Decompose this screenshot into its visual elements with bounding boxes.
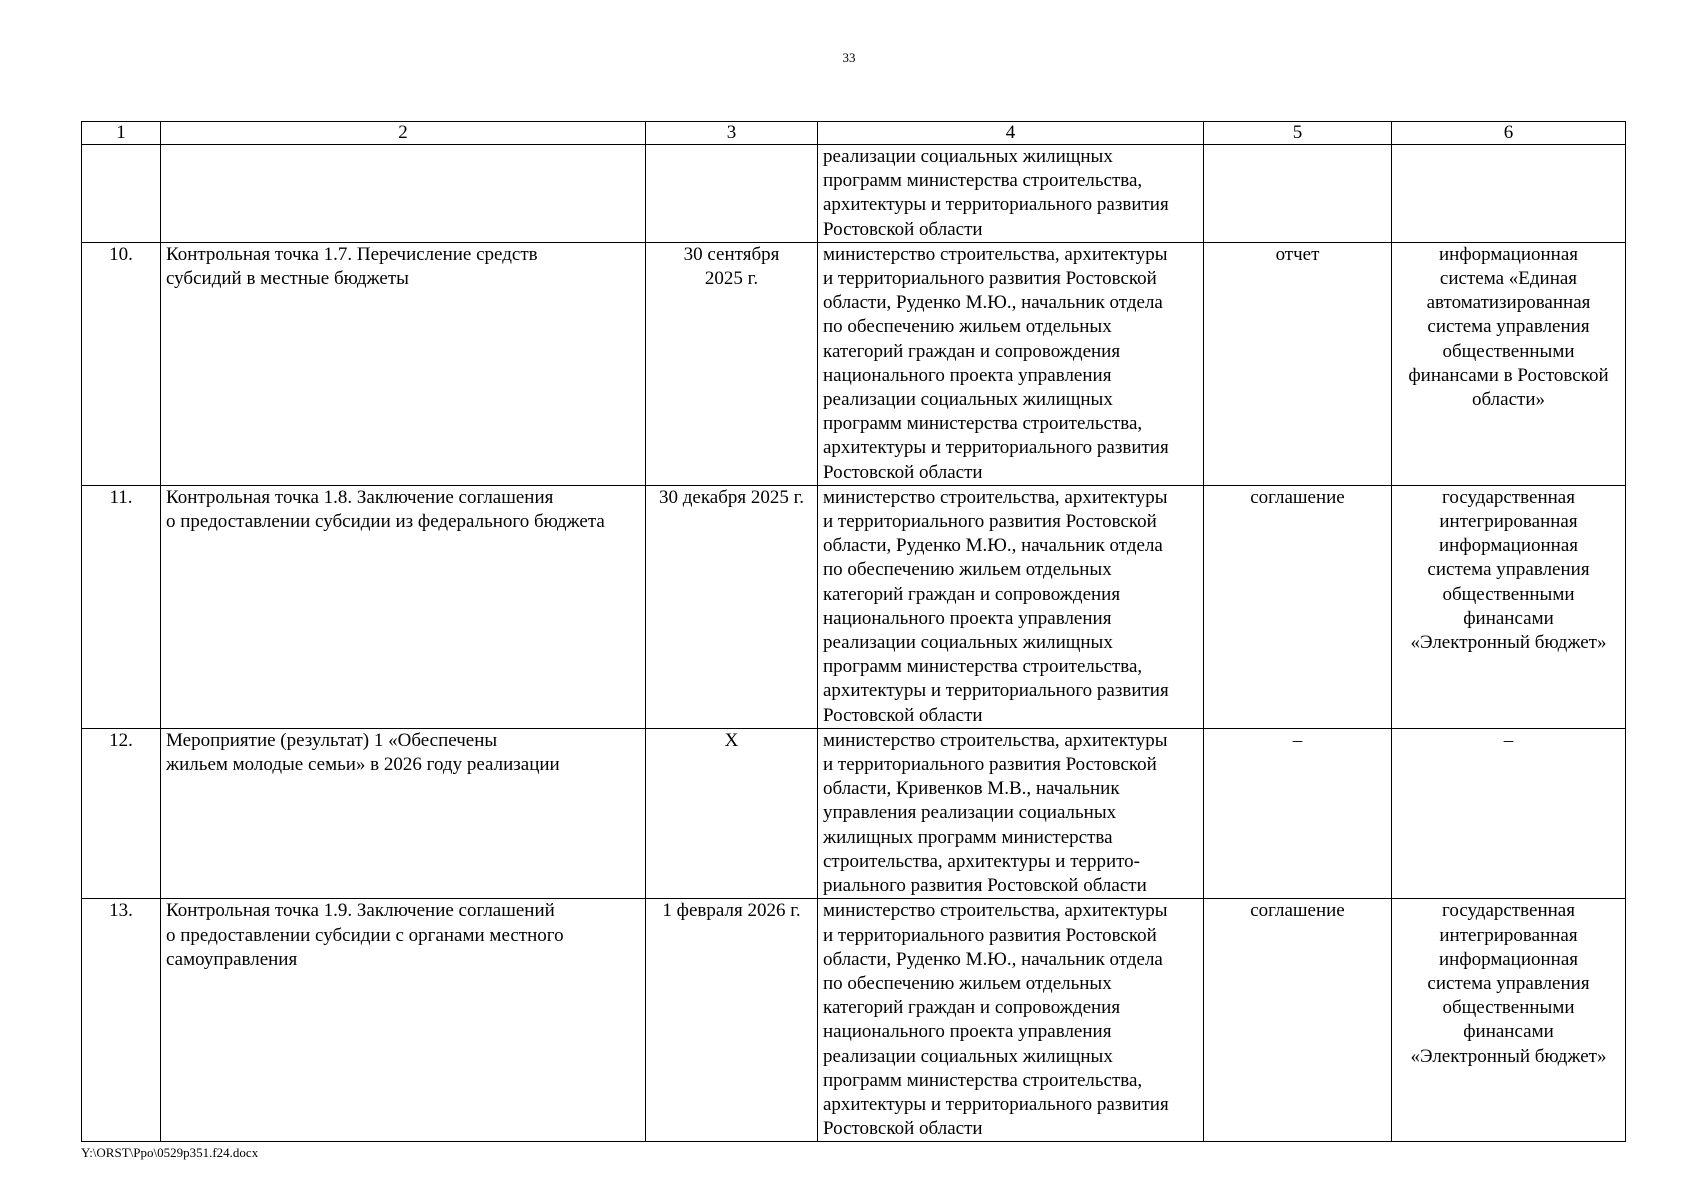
item-deadline — [646, 145, 818, 243]
item-deadline: X — [646, 728, 818, 898]
item-responsible: реализации социальных жилищных программ министерства строительства, архитектуры и территориального развития Ростовской области — [818, 145, 1204, 243]
item-responsible: министерство строительства, архитектуры и территориального развития Ростовской области, Руденко М.Ю., начальник отдела по обеспечению жильем отдельных категорий граждан и сопровождения национального проекта управления реализации социальных жилищных программ министерства строительства, архитектуры и территориального развития Ростовской области — [818, 899, 1204, 1142]
item-document: отчет — [1204, 242, 1392, 485]
item-name — [161, 145, 646, 243]
item-document — [1204, 145, 1392, 243]
row-number: 12. — [82, 728, 161, 898]
item-document: – — [1204, 728, 1392, 898]
item-document: соглашение — [1204, 899, 1392, 1142]
item-deadline: 1 февраля 2026 г. — [646, 899, 818, 1142]
item-name: Мероприятие (результат) 1 «Обеспечены жильем молодые семьи» в 2026 году реализации — [161, 728, 646, 898]
item-name: Контрольная точка 1.8. Заключение соглашения о предоставлении субсидии из федерального бюджета — [161, 485, 646, 728]
item-responsible: министерство строительства, архитектуры и территориального развития Ростовской области, Руденко М.Ю., начальник отдела по обеспечению жильем отдельных категорий граждан и сопровождения национального проекта управления реализации социальных жилищных программ министерства строительства, архитектуры и территориального развития Ростовской области — [818, 485, 1204, 728]
row-number: 11. — [82, 485, 161, 728]
page-number: 33 — [842, 50, 856, 65]
row-number: 10. — [82, 242, 161, 485]
column-header-3: 3 — [646, 122, 818, 145]
table-row — [82, 899, 1626, 1142]
table-row — [82, 728, 1626, 898]
item-info-system: информационная система «Единая автоматизированная система управления общественными финансами в Ростовской области» — [1392, 242, 1626, 485]
row-number — [82, 145, 161, 243]
column-header-5: 5 — [1204, 122, 1392, 145]
item-info-system: государственная интегрированная информационная система управления общественными финансами «Электронный бюджет» — [1392, 899, 1626, 1142]
item-responsible: министерство строительства, архитектуры и территориального развития Ростовской области, Руденко М.Ю., начальник отдела по обеспечению жильем отдельных категорий граждан и сопровождения национального проекта управления реализации социальных жилищных программ министерства строительства, архитектуры и территориального развития Ростовской области — [818, 242, 1204, 485]
column-header-4: 4 — [818, 122, 1204, 145]
item-info-system — [1392, 145, 1626, 243]
column-header-6: 6 — [1392, 122, 1626, 145]
row-number: 13. — [82, 899, 161, 1142]
item-document: соглашение — [1204, 485, 1392, 728]
item-name: Контрольная точка 1.7. Перечисление средств субсидий в местные бюджеты — [161, 242, 646, 485]
item-info-system: – — [1392, 728, 1626, 898]
item-deadline: 30 сентября 2025 г. — [646, 242, 818, 485]
control-points-table — [81, 121, 1626, 1142]
column-header-1: 1 — [82, 122, 161, 145]
table-row — [82, 242, 1626, 485]
item-responsible: министерство строительства, архитектуры и территориального развития Ростовской области, Кривенков М.В., начальник управления реализации социальных жилищных программ министерства строительства, архитектуры и террито- риального развития Ростовской области — [818, 728, 1204, 898]
table-row — [82, 145, 1626, 243]
item-name: Контрольная точка 1.9. Заключение соглашений о предоставлении субсидии с органами местного самоуправления — [161, 899, 646, 1142]
item-deadline: 30 декабря 2025 г. — [646, 485, 818, 728]
table-header-row — [82, 122, 1626, 145]
column-header-2: 2 — [161, 122, 646, 145]
file-path-footer: Y:\ORST\Ppo\0529p351.f24.docx — [81, 1145, 259, 1160]
item-info-system: государственная интегрированная информационная система управления общественными финансами «Электронный бюджет» — [1392, 485, 1626, 728]
table-row — [82, 485, 1626, 728]
